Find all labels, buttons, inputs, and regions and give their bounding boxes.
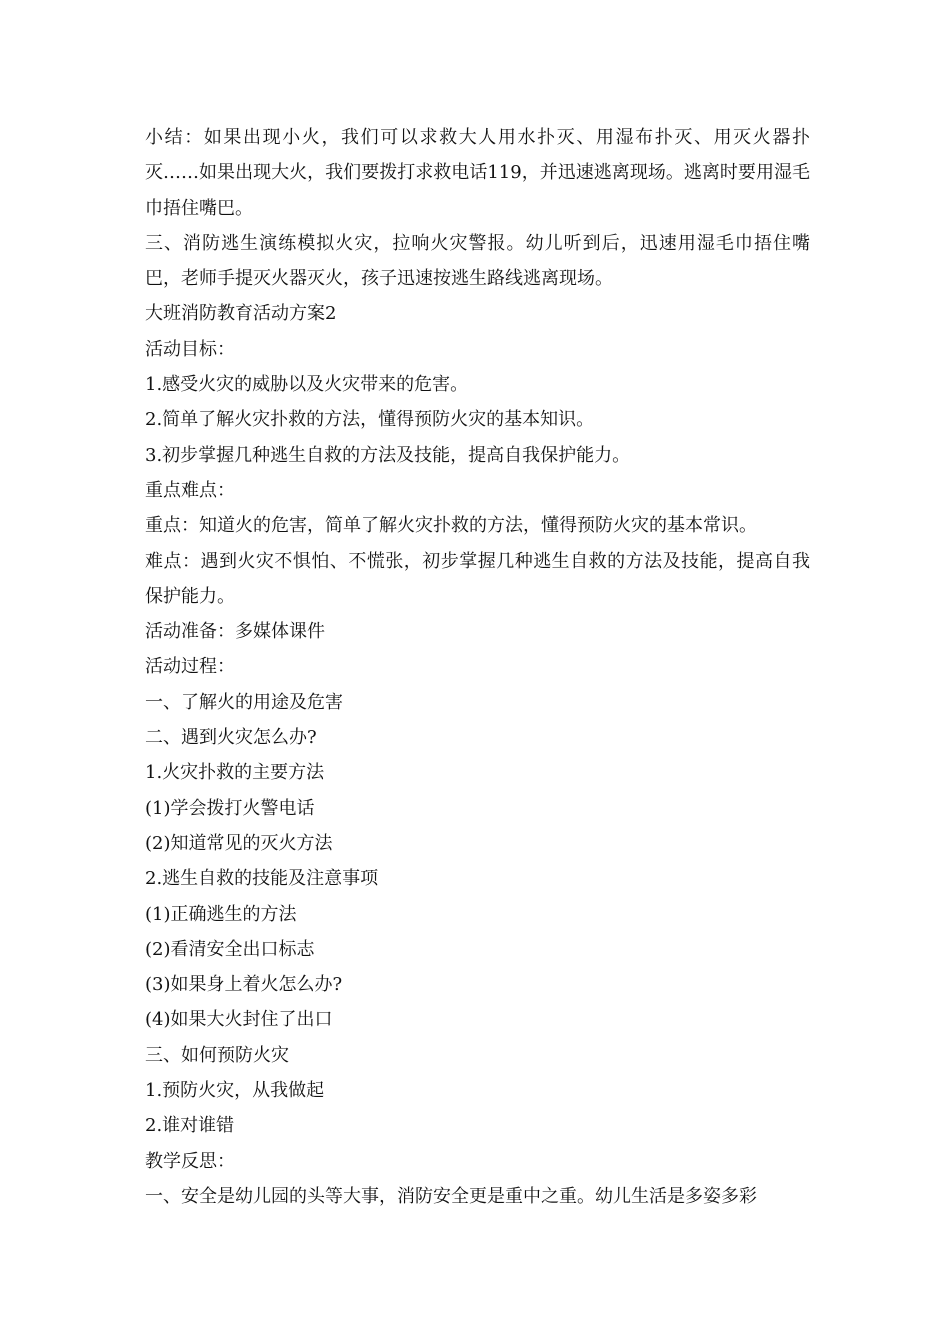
process-sub-1-1: (1)学会拨打火警电话 xyxy=(145,797,315,819)
goal-item-1: 1.感受火灾的威胁以及火灾带来的危害。 xyxy=(145,374,469,396)
heading-reflection: 教学反思： xyxy=(145,1150,235,1172)
process-sub-2-4: (4)如果大火封住了出口 xyxy=(145,1009,333,1031)
process-sub-2-3: (3)如果身上着火怎么办? xyxy=(145,974,343,996)
heading-goals: 活动目标： xyxy=(145,338,235,360)
key-point: 重点：知道火的危害，简单了解火灾扑救的方法，懂得预防火灾的基本常识。 xyxy=(145,515,757,537)
paragraph-drill: 三、消防逃生演练模拟火灾，拉响火灾警报。幼儿听到后，迅速用湿毛巾捂住嘴巴，老师手提灭火器灭火，孩子迅速按逃生路线逃离现场。 xyxy=(145,232,810,290)
process-sub-1-2: (2)知道常见的灭火方法 xyxy=(145,832,333,854)
section-title: 大班消防教育活动方案2 xyxy=(145,303,337,325)
document-body xyxy=(145,120,810,1214)
paragraph-summary: 小结：如果出现小火，我们可以求救大人用水扑灭、用湿布扑灭、用灭火器扑灭……如果出现大火，我们要拨打求救电话119，并迅速逃离现场。逃离时要用湿毛巾捂住嘴巴。 xyxy=(145,127,810,219)
process-sub-2-1: (1)正确逃生的方法 xyxy=(145,903,297,925)
goal-item-3: 3.初步掌握几种逃生自救的方法及技能，提高自我保护能力。 xyxy=(145,444,631,466)
reflection-1: 一、安全是幼儿园的头等大事，消防安全更是重中之重。幼儿生活是多姿多彩 xyxy=(145,1185,757,1207)
process-sub-2: 2.逃生自救的技能及注意事项 xyxy=(145,868,379,890)
heading-key-points: 重点难点： xyxy=(145,479,235,501)
goal-item-2: 2.简单了解火灾扑救的方法，懂得预防火灾的基本知识。 xyxy=(145,409,595,431)
preparation: 活动准备：多媒体课件 xyxy=(145,621,325,643)
difficulty-point: 难点：遇到火灾不惧怕、不慌张，初步掌握几种逃生自救的方法及技能，提高自我保护能力。 xyxy=(145,550,810,607)
process-sub-3-1: 1.预防火灾，从我做起 xyxy=(145,1080,325,1102)
process-step-1: 一、了解火的用途及危害 xyxy=(145,691,343,713)
process-sub-1: 1.火灾扑救的主要方法 xyxy=(145,762,325,784)
process-step-2: 二、遇到火灾怎么办? xyxy=(145,727,317,749)
process-sub-2-2: (2)看清安全出口标志 xyxy=(145,938,315,960)
process-step-3: 三、如何预防火灾 xyxy=(145,1044,289,1066)
heading-process: 活动过程： xyxy=(145,656,235,678)
process-sub-3-2: 2.谁对谁错 xyxy=(145,1115,235,1137)
